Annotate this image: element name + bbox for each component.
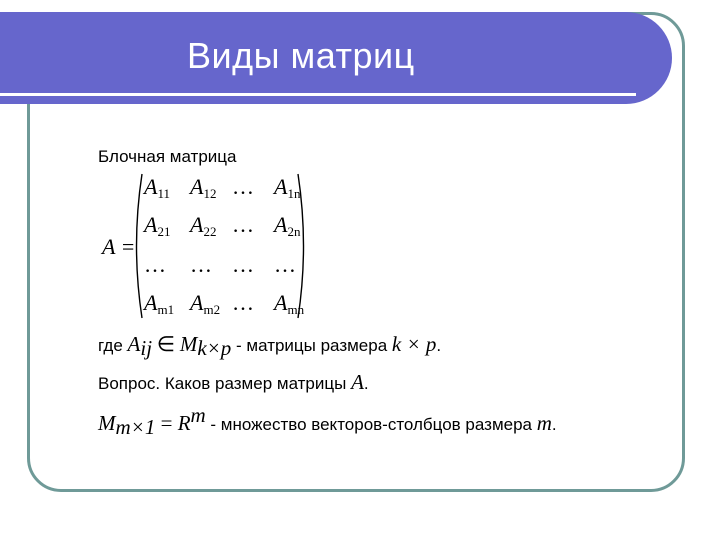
matrix-cell: $A_{12}$	[190, 174, 217, 201]
block-matrix	[100, 172, 330, 322]
vectors-text: - множество векторов-столбцов размера	[205, 415, 537, 434]
matrix-cell: $A_{2n}$	[274, 212, 301, 239]
m-subscript: m×1	[115, 415, 156, 439]
matrix-cell: …	[232, 290, 254, 315]
matrix-cell: $A_{m2}$	[190, 290, 221, 317]
mkp-subscript: k×p	[197, 336, 232, 360]
matrix-cell: $A_{1n}$	[274, 174, 301, 201]
question-line	[98, 370, 369, 395]
matrix-cell: …	[232, 252, 254, 277]
matrix-cell: $A_{11}$	[144, 174, 170, 201]
aij-subscript: ij	[140, 336, 153, 360]
element-of-symbol: ∈	[156, 332, 176, 356]
size-m: m	[536, 411, 552, 435]
slide-title: Виды матриц	[187, 35, 415, 76]
title-underline	[0, 93, 636, 96]
definition-line	[98, 332, 441, 361]
section-heading: Блочная матрица	[98, 147, 237, 166]
size-kp: k × p	[391, 332, 437, 356]
where-label: где	[98, 336, 123, 355]
left-paren	[130, 172, 144, 320]
matrix-cell: …	[144, 252, 166, 277]
matrix-cell: …	[190, 252, 212, 277]
question-text: Вопрос. Каков размер матрицы	[98, 374, 352, 393]
definition-text: - матрицы размера	[231, 336, 392, 355]
matrix-cell: $A_{21}$	[144, 212, 171, 239]
matrix-cell: $A_{mn}$	[274, 290, 305, 317]
equals-sign: =	[155, 411, 178, 435]
question-matrix-symbol: A	[351, 370, 364, 394]
aij-symbol: A	[127, 332, 141, 356]
matrix-cell: $A_{m1}$	[144, 290, 175, 317]
r-superscript: m	[190, 403, 206, 427]
mkp-symbol: M	[179, 332, 198, 356]
r-symbol: R	[177, 411, 191, 435]
m-symbol: M	[98, 411, 116, 435]
definition-end: .	[436, 336, 442, 355]
matrix-lhs: A =	[102, 234, 136, 259]
vectors-end: .	[551, 415, 557, 434]
vectors-line	[98, 403, 557, 440]
matrix-cell: $A_{22}$	[190, 212, 217, 239]
matrix-cell: …	[232, 212, 254, 237]
matrix-cell: …	[232, 174, 254, 199]
question-end: .	[363, 374, 369, 393]
matrix-cell: …	[274, 252, 296, 277]
